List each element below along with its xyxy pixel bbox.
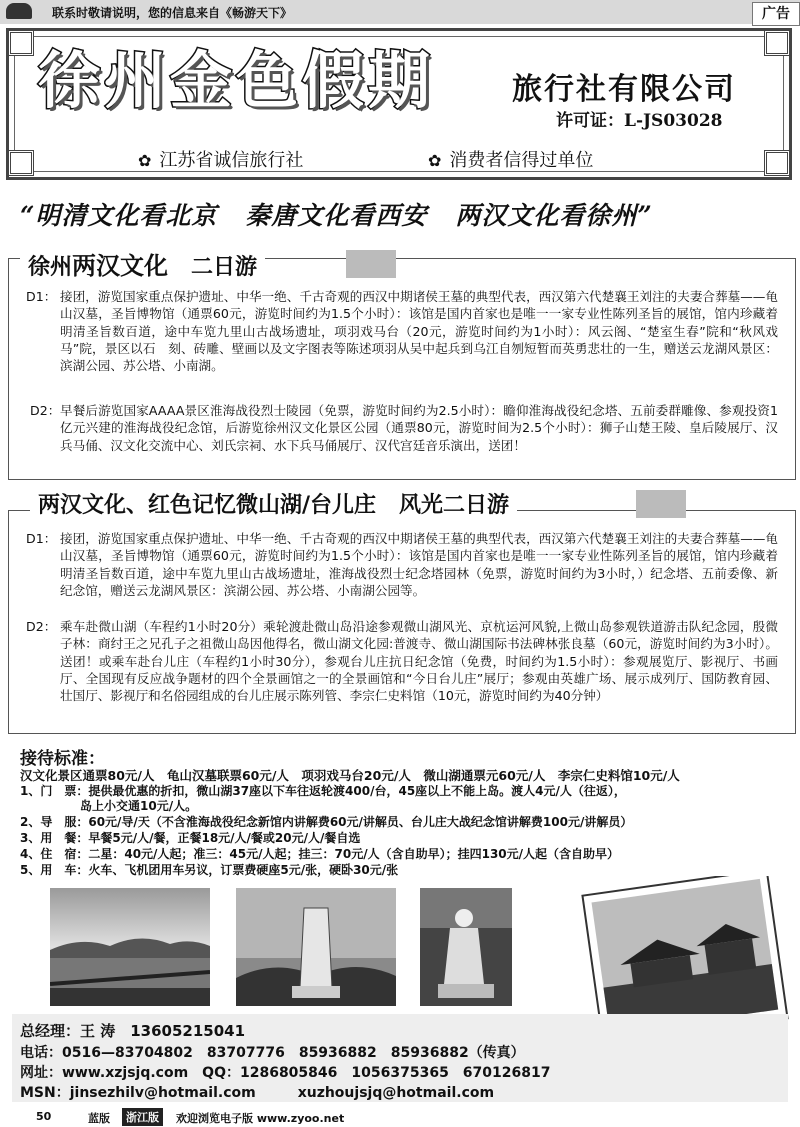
day-label: D2：	[30, 403, 61, 418]
standard-item: 2、导 服：60元/导/天（不含淮海战役纪念新馆内讲解费60元/讲解员、台儿庄大战纪念馆讲解费100元/讲解员）	[20, 815, 633, 829]
slogan: “明清文化看北京 秦唐文化看西安 两汉文化看徐州”	[20, 201, 653, 230]
phone-contact: 电话：0516—83704802 83707776 85936882 85936882（传真）	[20, 1045, 525, 1061]
standard-item: 1、门 票：提供最优惠的折扣，微山湖37座以下车往返轮渡400/台，45座以上不能上岛。渡人4元/人（往返），	[20, 784, 626, 798]
standard-item: 3、用 餐：早餐5元/人/餐，正餐18元/人/餐或20元/人/餐自选	[20, 831, 361, 845]
day-label: D1：	[26, 289, 57, 304]
frame-corner-ornament	[764, 30, 790, 56]
region-label: 浙江版	[122, 1108, 163, 1126]
statue-photo	[420, 888, 512, 1006]
web-contact: 网址：www.xzjsjq.com QQ：1286805846 1056375365 670126817	[20, 1065, 551, 1081]
day-label: D2：	[26, 619, 57, 634]
company-suffix: 旅行社有限公司	[512, 72, 736, 107]
frame-corner-ornament	[8, 150, 34, 176]
frame-corner-ornament	[764, 150, 790, 176]
lake-sunset-photo	[50, 888, 210, 1006]
tour2-title: 两汉文化、红色记忆微山湖/台儿庄 风光二日游	[30, 488, 517, 519]
publication-logo	[6, 3, 32, 19]
tour1-title: 徐州两汉文化 二日游	[20, 246, 265, 281]
credential-item: ✿ 江苏省诚信旅行社	[138, 150, 304, 171]
title-tab	[346, 250, 396, 278]
tour1-day2: 早餐后游览国家AAAA景区淮海战役烈士陵园（免票，游览时间约为2.5小时）：瞻仰淮海战役纪念塔、五前委群雕像、参观投资1亿元兴建的淮海战役纪念馆，后游览徐州汉文化景区公园（通票80元，游览时间为2.5个小时）：狮子山楚王陵、皇后陵展厅、汉兵马俑、汉文化交流中心、刘氏宗祠、水下兵马俑展厅、汉代宫廷音乐演出，送团！	[60, 403, 778, 453]
title-tab	[636, 490, 686, 518]
top-strip	[0, 0, 800, 24]
ad-badge: 广告	[752, 2, 800, 26]
standard-item: 岛上小交通10元/人。	[20, 799, 198, 813]
msn-contact: MSN：jinsezhilv@hotmail.com xuzhoujsjq@hotmail.com	[20, 1085, 495, 1101]
tour2-day1: 接团，游览国家重点保护遗址、中华一绝、千古奇观的西汉中期诸侯王墓的典型代表，西汉第六代楚襄王刘注的夫妻合葬墓——龟山汉墓，圣旨博物馆（通票60元，游览时间约为1.5个小时）：该馆是国内首家也是唯一一家专业性陈列圣旨的展馆，馆内珍藏着明清圣旨数百道，途中车览九里山古战场遗址，淮海战役烈士纪念塔园林（免票，游览时间约为3小时，）纪念塔、五前委像、新纪念馆，赠送云龙湖风景区：滨湖公园、苏公塔、小南湖公园等。	[60, 531, 778, 598]
page-number: 50	[36, 1110, 52, 1123]
day-label: D1：	[26, 531, 57, 546]
source-note: 联系时敬请说明，您的信息来自《畅游天下》	[52, 6, 293, 20]
flower-icon: ✿	[138, 151, 152, 170]
standard-item: 5、用 车：火车、飞机团用车另议，订票费硬座5元/张，硬卧30元/张	[20, 863, 399, 877]
edition-label: 蓝版	[88, 1112, 110, 1125]
memorial-tower-photo	[236, 888, 396, 1006]
standard-item: 4、住 宿：二星：40元/人起；准三：45元/人起；挂三：70元/人（含自助早）；挂四130元/人起（含自助早）	[20, 847, 620, 861]
standards-heading: 接待标准：	[20, 749, 105, 769]
ticket-prices: 汉文化景区通票80元/人 龟山汉墓联票60元/人 项羽戏马台20元/人 微山湖通票元60元/人 李宗仁史料馆10元/人	[20, 768, 680, 783]
footer-note: 欢迎浏览电子版 www.zyoo.net	[176, 1112, 345, 1125]
frame-corner-ornament	[8, 30, 34, 56]
footer	[0, 1106, 800, 1127]
agency-title: 徐州金色假期	[38, 44, 435, 117]
license-number: 许可证：L-JS03028	[556, 111, 723, 131]
flower-icon: ✿	[428, 151, 442, 170]
tour2-day2: 乘车赴微山湖（车程约1小时20分）乘轮渡赴微山岛沿途参观微山湖风光、京杭运河风貌,上微山岛参观铁道游击队纪念园，殷微子林：商纣王之兄孔子之祖微山岛因他得名，微山湖文化园:普渡寺、微山湖国际书法碑林张良墓（60元，游览时间约为3小时）。送团！或乘车赴台儿庄（车程约1小时30分），参观台儿庄抗日纪念馆（免费，时间约为1.5小时）：参观展览厅、影视厅、书画厅、全国现有反应战争题材的四个全景画馆之一的全景画馆和“今日台儿庄”展厅；参观由英雄广场、展示成列厅、国防教育园、壮国厅、影视厅和名俗园组成的台儿庄展示陈列管、李宗仁史料馆（10元，游览时间约为40分钟）	[60, 619, 778, 704]
manager-contact: 总经理：王 涛 13605215041	[20, 1022, 246, 1040]
credential-item: ✿ 消费者信得过单位	[428, 150, 594, 171]
tour1-day1: 接团，游览国家重点保护遗址、中华一绝、千古奇观的西汉中期诸侯王墓的典型代表，西汉第六代楚襄王刘注的夫妻合葬墓——龟山汉墓，圣旨博物馆（通票60元，游览时间约为1.5个小时）：该馆是国内首家也是唯一一家专业性陈列圣旨的展馆，馆内珍藏着明清圣旨数百道，途中车览九里山古战场遗址，项羽戏马台（20元，游览时间约为1小时）：风云阁、“楚室生春”院和“秋风戏马”院，景区以石 刻、砖雕、壁画以及文字图表等陈述项羽从吴中起兵到乌江自刎短暂而英勇悲壮的一生，赠送云龙湖风景区：滨湖公园、苏公塔、小南湖。	[60, 289, 778, 374]
